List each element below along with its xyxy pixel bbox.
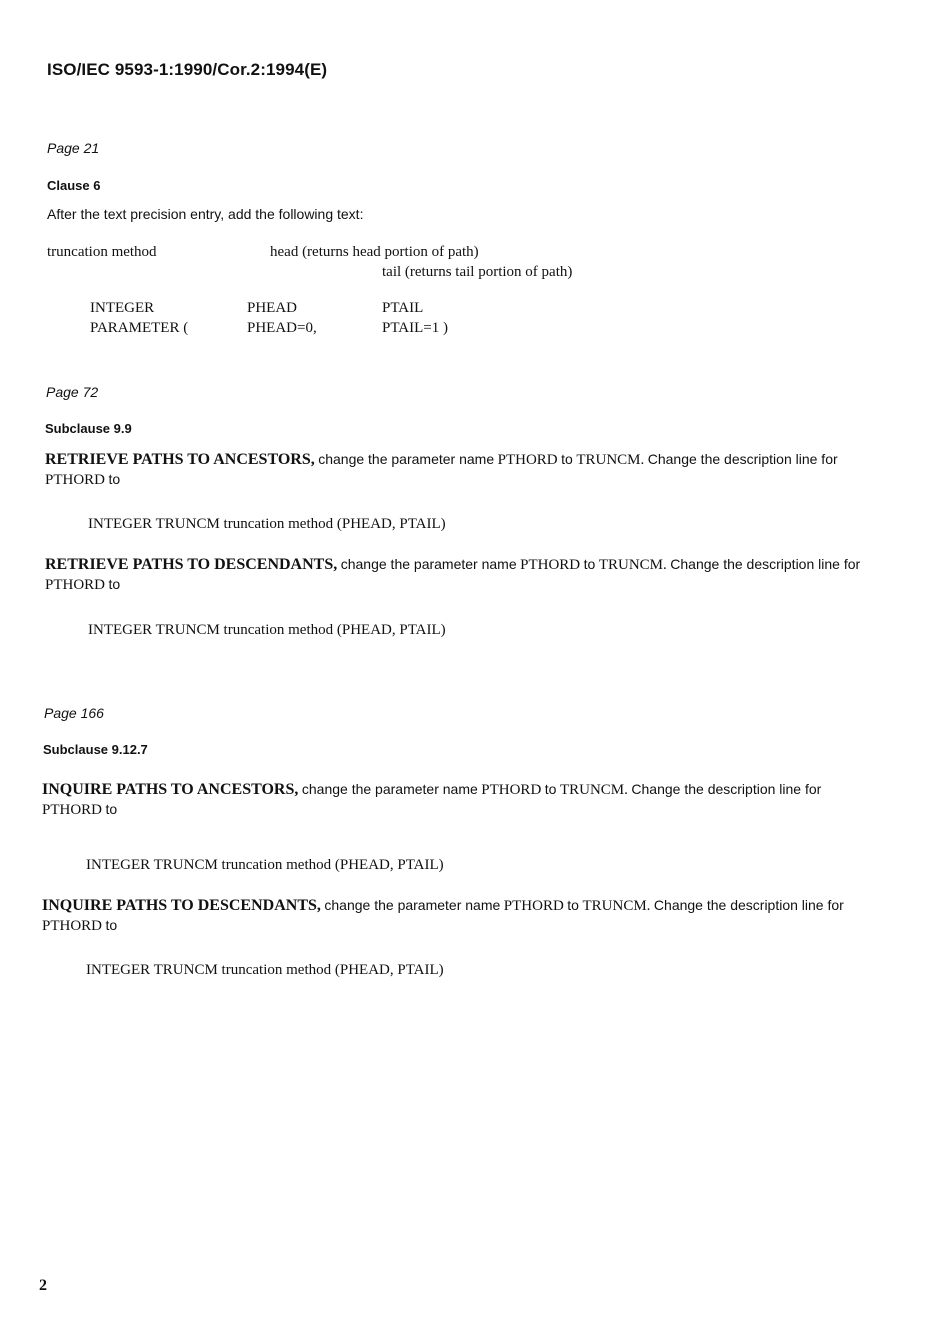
parameter-name: TRUNCM. (559, 782, 628, 798)
instruction-text: to (105, 917, 118, 933)
page-number: 2 (39, 1277, 47, 1294)
change-instruction (42, 780, 862, 820)
code-cell: PTAIL (382, 300, 424, 316)
instruction-text: change the parameter name (340, 556, 517, 572)
clause-heading: Subclause 9.9 (45, 421, 132, 436)
function-name: INQUIRE PATHS TO DESCENDANTS, (42, 897, 321, 914)
instruction-text: Change the description line for (653, 897, 844, 913)
function-name: RETRIEVE PATHS TO ANCESTORS, (45, 451, 315, 468)
clause-heading: Subclause 9.12.7 (43, 742, 148, 757)
code-cell: INTEGER (90, 300, 155, 316)
code-line: INTEGER TRUNCM truncation method (PHEAD, PTAIL) (86, 857, 444, 873)
instruction-text: change the parameter name (301, 781, 478, 797)
function-name: INQUIRE PATHS TO ANCESTORS, (42, 781, 299, 798)
instruction-text: to (544, 781, 557, 797)
function-name: RETRIEVE PATHS TO DESCENDANTS, (45, 556, 338, 573)
code-cell: PHEAD=0, (247, 320, 317, 336)
code-cell: PHEAD (247, 300, 298, 316)
instruction-text: Change the description line for (670, 556, 861, 572)
clause-heading: Clause 6 (47, 178, 101, 193)
instruction-text: to (105, 801, 118, 817)
code-line: INTEGER TRUNCM truncation method (PHEAD, PTAIL) (88, 516, 446, 532)
code-line: INTEGER TRUNCM truncation method (PHEAD, PTAIL) (86, 962, 444, 978)
code-cell: PTAIL=1 ) (382, 320, 448, 336)
instruction-text: to (567, 897, 579, 913)
page-reference: Page 21 (47, 140, 100, 156)
change-instruction (45, 555, 865, 595)
instruction-text: to (583, 556, 596, 572)
page-reference: Page 72 (46, 384, 99, 400)
instruction-text: change the parameter name (324, 897, 501, 913)
parameter-name: TRUNCM. (576, 452, 645, 468)
document-title: ISO/IEC 9593-1:1990/Cor.2:1994(E) (47, 60, 328, 79)
instruction-text: After the text precision entry, add the following text: (47, 206, 364, 222)
entry-head-value: head (returns head portion of path) (270, 244, 479, 260)
instruction-text: to (561, 451, 573, 467)
change-instruction (45, 450, 865, 490)
parameter-name: PTHORD (45, 472, 106, 488)
parameter-name: PTHORD (42, 802, 103, 818)
parameter-name: PTHORD (497, 452, 558, 468)
instruction-text: Change the description line for (631, 781, 822, 797)
parameter-name: PTHORD (503, 898, 564, 914)
instruction-text: to (108, 576, 121, 592)
parameter-name: PTHORD (520, 557, 581, 573)
page-reference: Page 166 (44, 705, 104, 721)
parameter-name: PTHORD (42, 918, 103, 934)
code-cell: PARAMETER ( (90, 320, 189, 336)
instruction-text: change the parameter name (318, 451, 495, 467)
parameter-name: TRUNCM. (582, 898, 651, 914)
code-line: INTEGER TRUNCM truncation method (PHEAD, PTAIL) (88, 622, 446, 638)
entry-tail-value: tail (returns tail portion of path) (382, 264, 573, 280)
parameter-name: PTHORD (45, 577, 106, 593)
parameter-name: PTHORD (481, 782, 542, 798)
entry-name: truncation method (47, 244, 157, 260)
change-instruction (42, 896, 862, 936)
instruction-text: Change the description line for (647, 451, 838, 467)
parameter-name: TRUNCM. (598, 557, 667, 573)
instruction-text: to (108, 471, 121, 487)
